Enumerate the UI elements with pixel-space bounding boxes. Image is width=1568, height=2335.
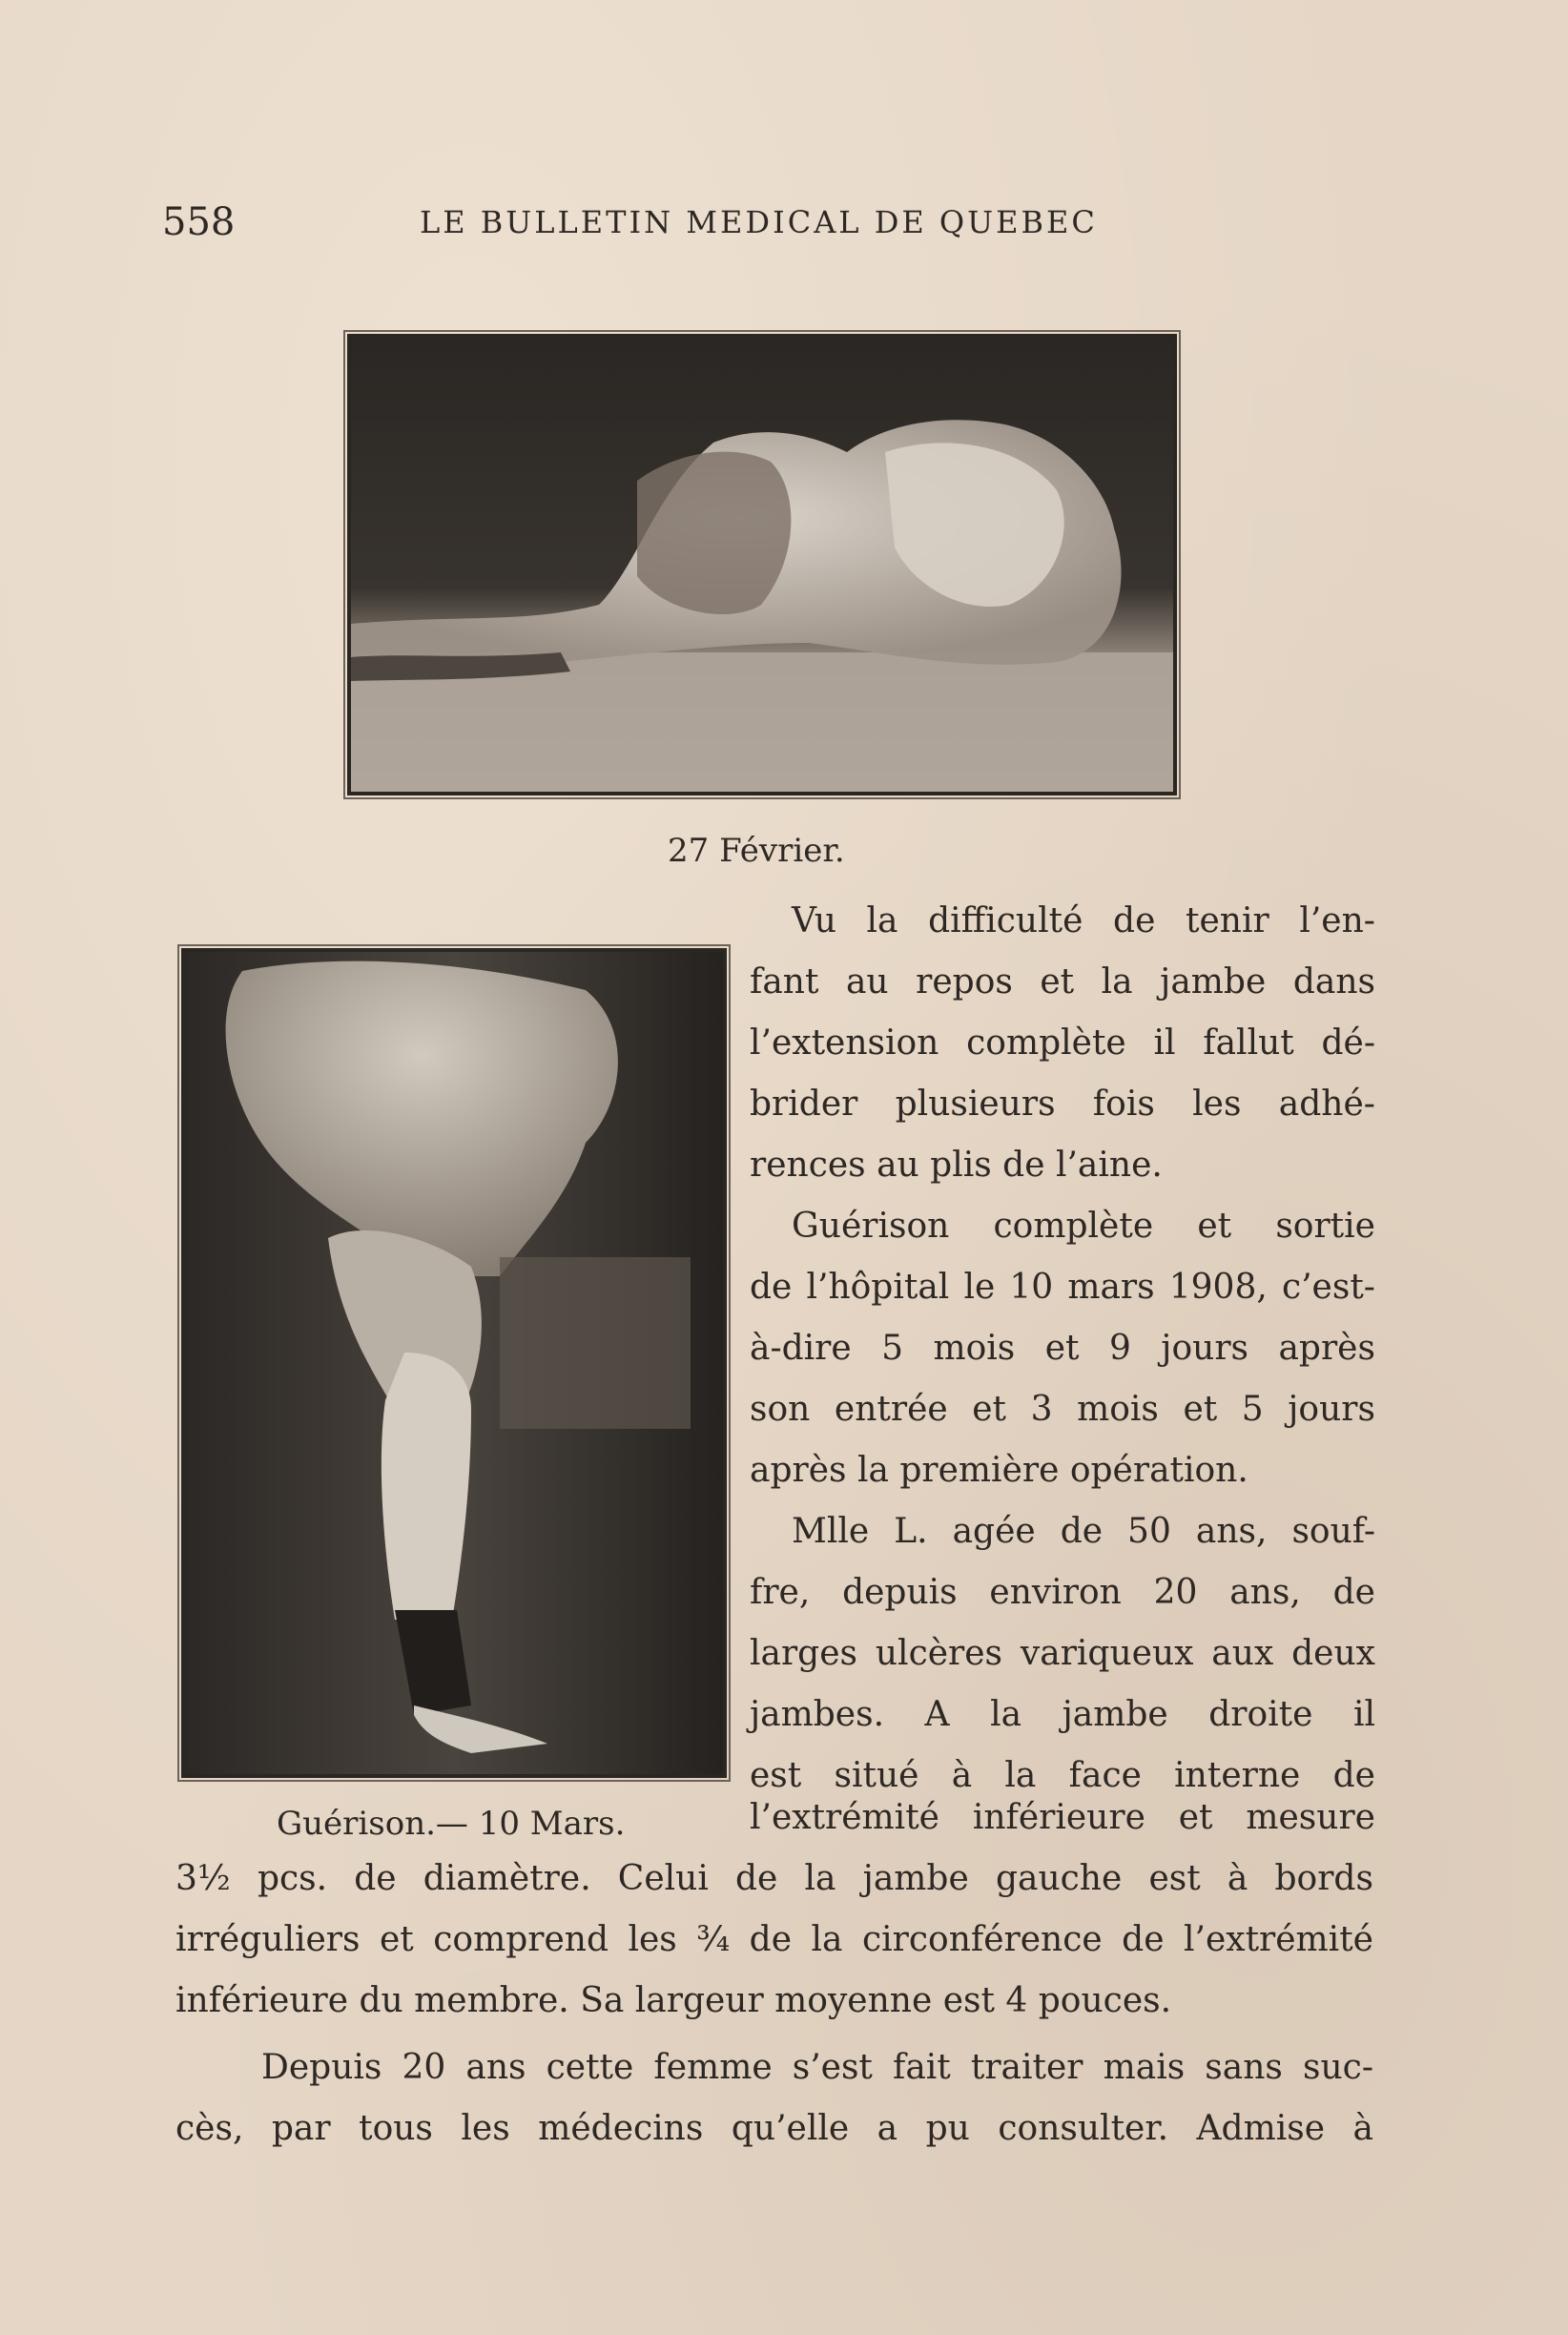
text-line: de l’hôpital le 10 mars 1908, c’est- <box>750 1268 1375 1307</box>
photograph-february <box>347 334 1177 796</box>
text-line: inférieure du membre. Sa largeur moyenne est 4 pouces. <box>175 1981 1172 2020</box>
text-line: brider plusieurs fois les adhé- <box>750 1085 1375 1124</box>
text-line: Guérison complète et sortie <box>792 1207 1375 1246</box>
text-line: cès, par tous les médecins qu’elle a pu consulter. Admise à <box>175 2109 1373 2148</box>
text-line: l’extrémité inférieure et mesure <box>750 1798 1375 1837</box>
text-line: Depuis 20 ans cette femme s’est fait traiter mais sans suc- <box>261 2048 1373 2087</box>
text-line: jambes. A la jambe droite il <box>750 1695 1375 1734</box>
text-line: fant au repos et la jambe dans <box>750 962 1375 1002</box>
page-number: 558 <box>162 200 236 244</box>
text-line: 3½ pcs. de diamètre. Celui de la jambe gauche est à bords <box>175 1859 1373 1898</box>
text-line: irréguliers et comprend les ¾ de la circonférence de l’extrémité <box>175 1920 1373 1959</box>
text-line: à-dire 5 mois et 9 jours après <box>750 1329 1375 1368</box>
text-line: larges ulcères variqueux aux deux <box>750 1634 1375 1673</box>
text-line: est situé à la face interne de <box>750 1756 1375 1795</box>
text-line: fre, depuis environ 20 ans, de <box>750 1573 1375 1612</box>
text-line: rences au plis de l’aine. <box>750 1146 1163 1185</box>
running-title: LE BULLETIN MEDICAL DE QUEBEC <box>420 204 1098 240</box>
text-line: son entrée et 3 mois et 5 jours <box>750 1390 1375 1429</box>
text-line: après la première opération. <box>750 1451 1248 1490</box>
figure-caption: Guérison.— 10 Mars. <box>277 1805 626 1843</box>
text-line: Vu la difficulté de tenir l’en- <box>792 901 1375 940</box>
text-line: Mlle L. agée de 50 ans, souf- <box>792 1512 1375 1551</box>
figure-caption: 27 Février. <box>668 832 845 870</box>
photograph-march <box>181 948 727 1778</box>
text-line: l’extension complète il fallut dé- <box>750 1023 1375 1063</box>
